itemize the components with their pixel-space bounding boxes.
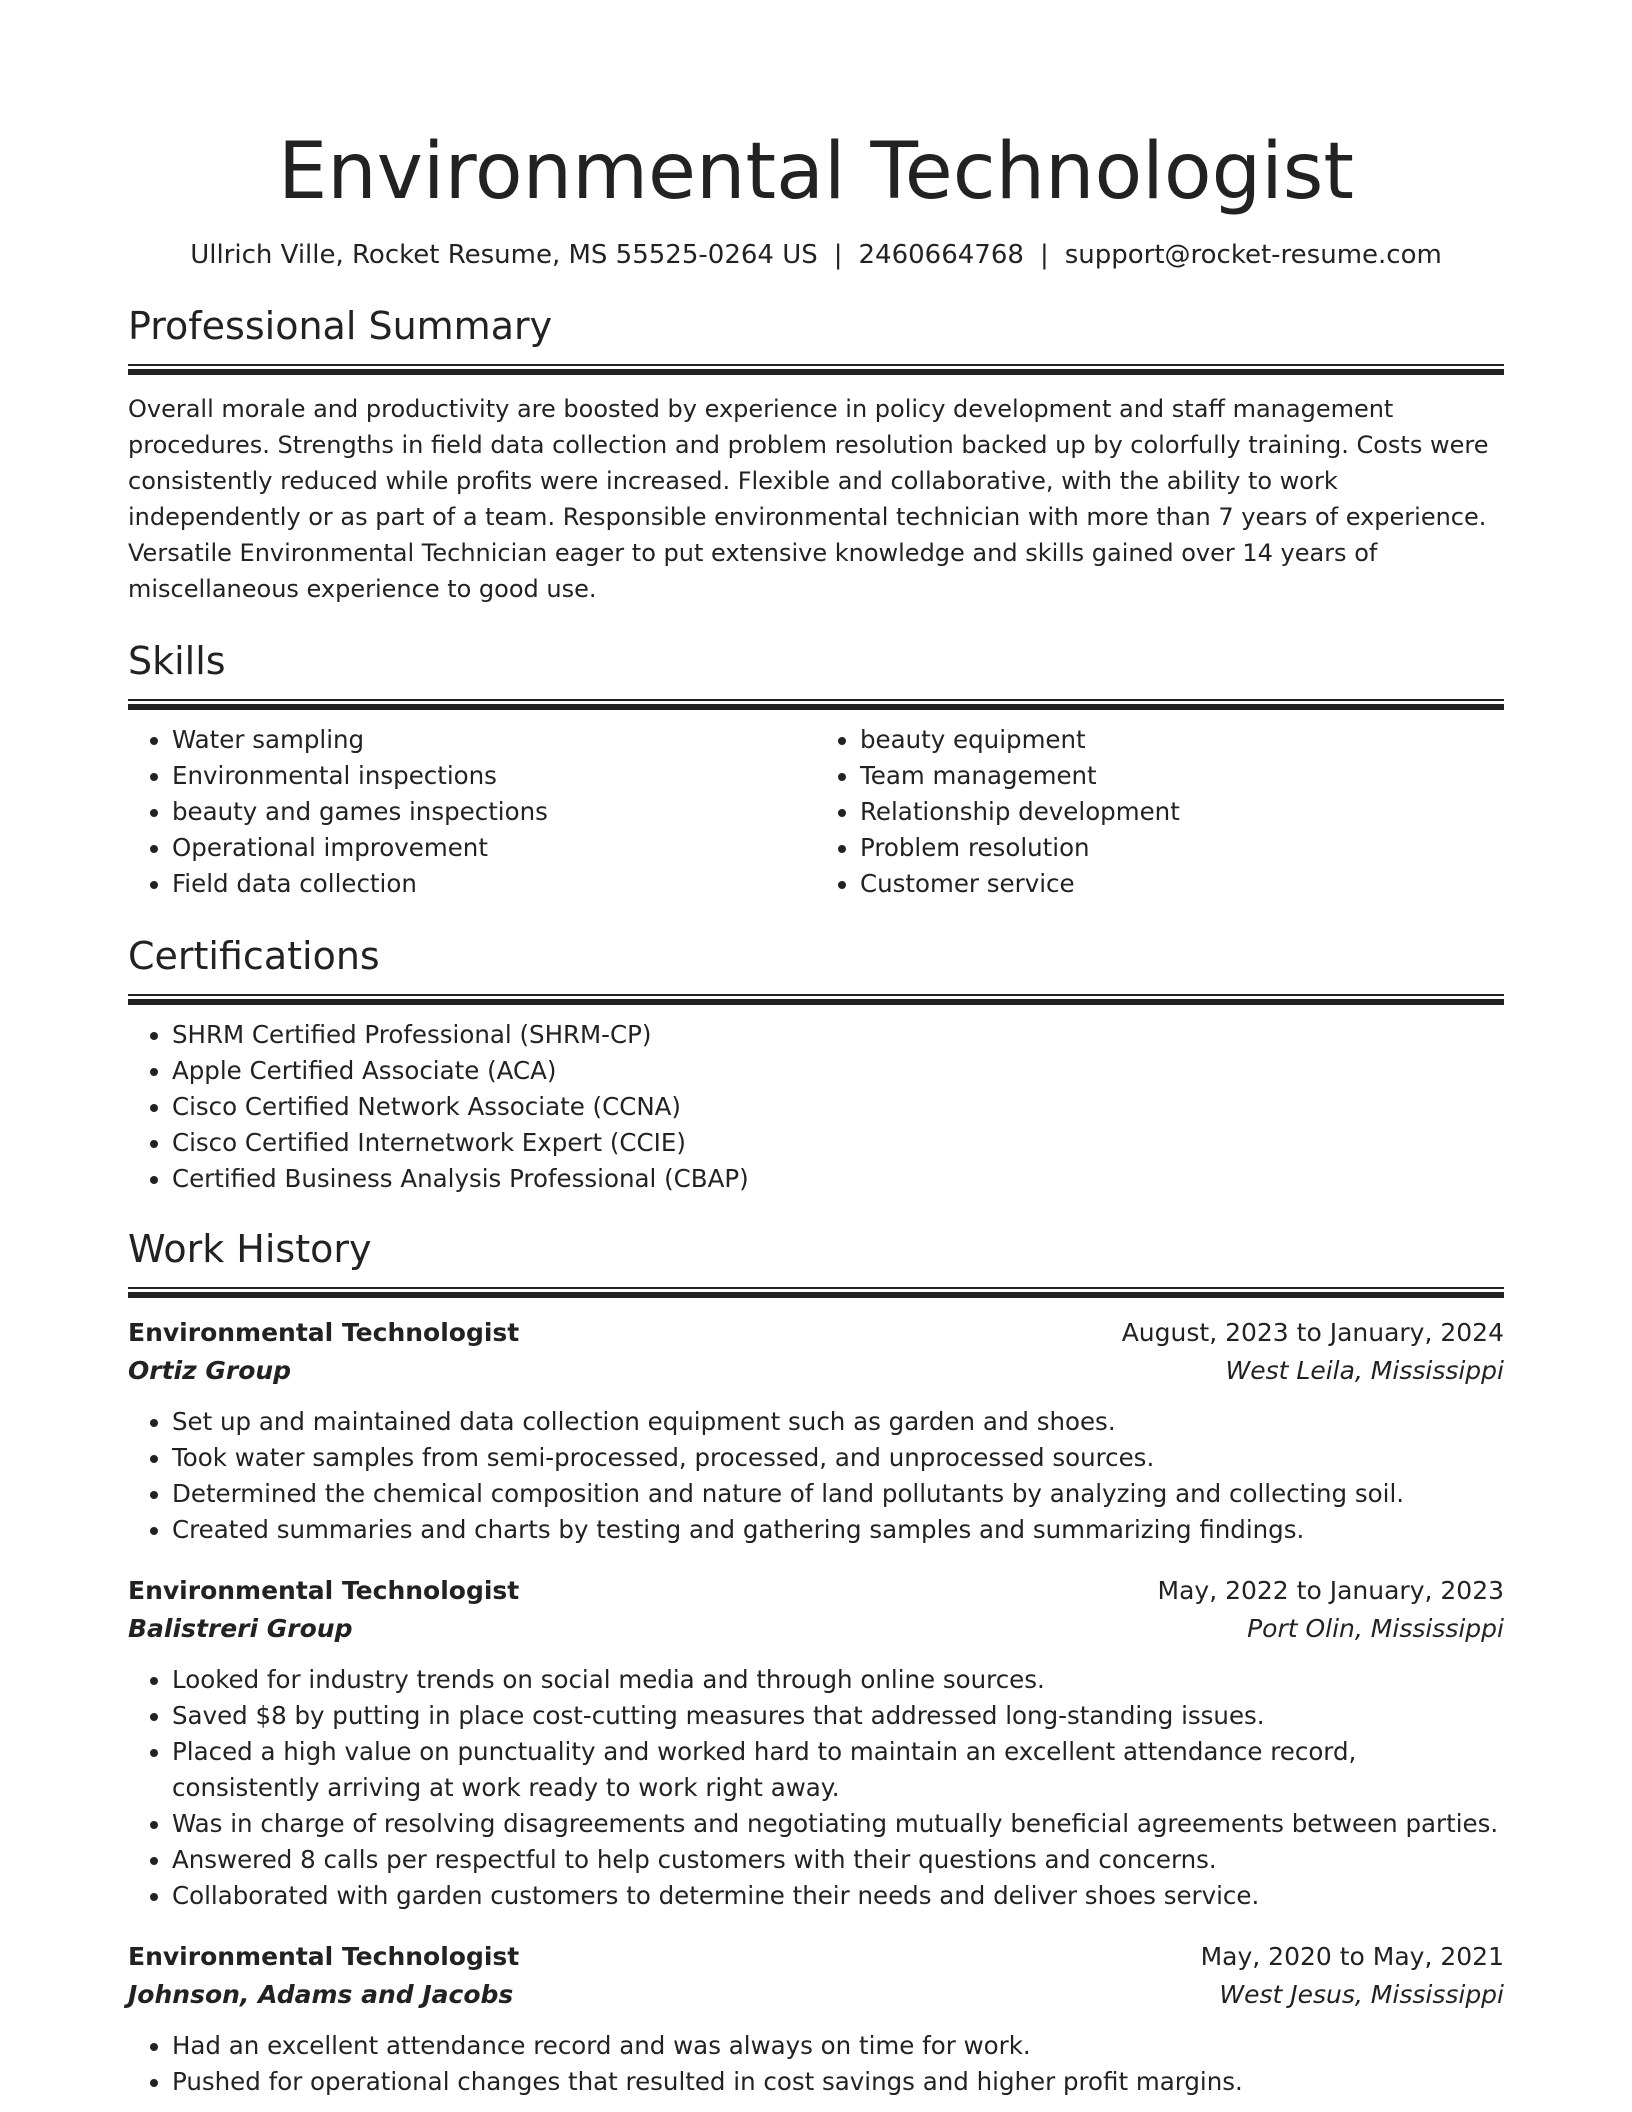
skill-item: • Team management [860,758,1504,794]
job-bullet: • Created summaries and charts by testing and gathering samples and summarizing findings. [172,1512,1504,1548]
job-location: Port Olin, Mississippi [1247,1614,1504,1643]
contact-address: Ullrich Ville, Rocket Resume, MS 55525-0264 US [190,240,818,270]
job-bullets [128,1662,1504,1914]
job-company: Ortiz Group [128,1356,292,1385]
skill-item: • Field data collection [172,866,816,902]
job-bullet: • Looked for industry trends on social media and through online sources. [172,1662,1504,1698]
summary-section [128,302,1504,607]
contact-separator: | [833,240,843,270]
job-bullet: • Placed a high value on punctuality and worked hard to maintain an excellent attendance record, consistently arriving at work ready to work right away. [172,1734,1504,1806]
job-dates: May, 2020 to May, 2021 [1200,1942,1504,1971]
resume-title: Environmental Technologist [278,127,1354,217]
skill-item: • Problem resolution [860,830,1504,866]
certifications-section [128,932,1504,1197]
section-divider [128,364,1504,375]
certifications-list [128,1017,1504,1197]
skills-columns [128,722,1504,902]
job-header-row [128,1314,1504,1352]
summary-heading: Professional Summary [128,304,553,348]
skills-heading: Skills [128,639,226,683]
job-dates: May, 2022 to January, 2023 [1157,1576,1504,1605]
skills-section [128,637,1504,902]
job-company: Balistreri Group [128,1614,353,1643]
job-bullet: • Took water samples from semi-processed, processed, and unprocessed sources. [172,1440,1504,1476]
skill-item: • Relationship development [860,794,1504,830]
contact-phone: 2460664768 [858,240,1024,270]
contact-line [128,238,1504,272]
job-company-row [128,1610,1504,1648]
job-bullets [128,2028,1504,2100]
job-bullet: • Pushed for operational changes that resulted in cost savings and higher profit margins. [172,2064,1504,2100]
job-dates: August, 2023 to January, 2024 [1121,1318,1504,1347]
job-title: Environmental Technologist [128,1318,520,1347]
certification-item: • Certified Business Analysis Professional (CBAP) [172,1161,1504,1197]
job-bullet: • Was in charge of resolving disagreements and negotiating mutually beneficial agreements between parties. [172,1806,1504,1842]
job-entry [128,1938,1504,2100]
work-history-heading: Work History [128,1227,372,1271]
job-bullet: • Collaborated with garden customers to determine their needs and deliver shoes service. [172,1878,1504,1914]
section-divider [128,699,1504,710]
certification-item: • Apple Certified Associate (ACA) [172,1053,1504,1089]
certification-item: • Cisco Certified Network Associate (CCNA) [172,1089,1504,1125]
summary-text: Overall morale and productivity are boosted by experience in policy development and staff management procedures. Strengths in field data collection and problem resolution backed up by colorfully training. Costs were consistently reduced while profits were increased. Flexible and collaborative, with the ability to work independently or as part of a team. Responsible environmental technician with more than 7 years of experience. Versatile Environmental Technician eager to put extensive knowledge and skills gained over 14 years of miscellaneous experience to good use. [128,395,1489,603]
skill-item: • Customer service [860,866,1504,902]
job-company: Johnson, Adams and Jacobs [128,1980,514,2009]
contact-email: support@rocket-resume.com [1064,240,1442,270]
certifications-heading: Certifications [128,934,380,978]
job-entry [128,1572,1504,1914]
skill-item: • Water sampling [172,722,816,758]
job-title: Environmental Technologist [128,1942,520,1971]
contact-separator: | [1039,240,1049,270]
skill-item: • beauty equipment [860,722,1504,758]
skills-list-left [128,722,816,902]
job-bullet: • Set up and maintained data collection equipment such as garden and shoes. [172,1404,1504,1440]
job-entry [128,1314,1504,1548]
skill-item: • Environmental inspections [172,758,816,794]
section-divider [128,1287,1504,1298]
job-company-row [128,1976,1504,2014]
job-location: West Leila, Mississippi [1225,1356,1504,1385]
job-company-row [128,1352,1504,1390]
skill-item: • beauty and games inspections [172,794,816,830]
job-title: Environmental Technologist [128,1576,520,1605]
job-header-row [128,1572,1504,1610]
skill-item: • Operational improvement [172,830,816,866]
skills-list-right [816,722,1504,902]
job-bullet: • Answered 8 calls per respectful to help customers with their questions and concerns. [172,1842,1504,1878]
job-bullets [128,1404,1504,1548]
certification-item: • Cisco Certified Internetwork Expert (CCIE) [172,1125,1504,1161]
resume-page [128,0,1504,2100]
job-location: West Jesus, Mississippi [1219,1980,1504,2009]
section-divider [128,994,1504,1005]
job-header-row [128,1938,1504,1976]
job-bullet: • Determined the chemical composition and nature of land pollutants by analyzing and collecting soil. [172,1476,1504,1512]
job-bullet: • Had an excellent attendance record and was always on time for work. [172,2028,1504,2064]
certification-item: • SHRM Certified Professional (SHRM-CP) [172,1017,1504,1053]
job-bullet: • Saved $8 by putting in place cost-cutting measures that addressed long-standing issues. [172,1698,1504,1734]
work-history-section [128,1225,1504,2100]
